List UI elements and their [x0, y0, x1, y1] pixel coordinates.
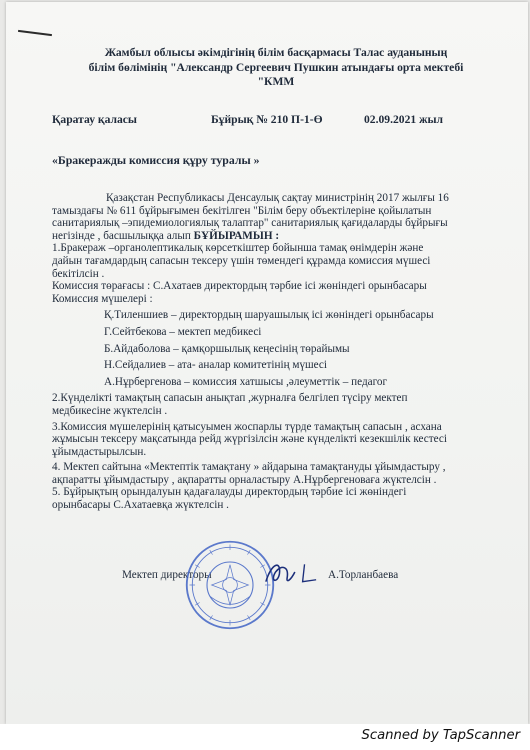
document-page	[6, 2, 528, 724]
intro-text: негізінде , басшылыққа алып	[52, 229, 194, 242]
scanner-credit: Scanned by TapScanner	[361, 728, 520, 743]
item-4-line-2: ақпаратты ұйымдастыру , ақпаратты орналастыру А.Нұрбергеноваға жүктелсін .	[52, 473, 437, 486]
signature-role: Мектеп директоры	[122, 569, 212, 581]
city-label: Қаратау қаласы	[52, 113, 137, 126]
member-item: Б.Айдаболова – қамқоршылық кеңесінің төрайымы	[104, 342, 350, 355]
header-line-2: білім бөлімінің "Александр Сергеевич Пушкин атындағы орта мектебі	[88, 60, 464, 74]
item-5-line-2: орынбасары С.Ахатаевқа жүктелсін .	[52, 499, 229, 512]
header-line-1: Жамбыл облысы әкімдігінің білім басқармасы Талас ауданының	[104, 46, 448, 59]
item-3-line-3: ұйымдастырылсын.	[52, 445, 147, 458]
intro-line-1: Қазақстан Республикасы Денсаулық сақтау министрінің 2017 жылғы 16	[106, 192, 449, 204]
member-item: Г.Сейтбекова – мектеп медбикесі	[104, 325, 262, 338]
intro-line-4	[52, 230, 496, 243]
order-keyword: БҰЙЫРАМЫН :	[193, 229, 280, 242]
member-item: Н.Сейдалиев – ата- аналар комитетінің мүшесі	[104, 359, 327, 372]
item-3-line-1: 3.Комиссия мүшелерінің қатысуымен жоспарлы түрде тамақтың сапасын , асхана	[52, 420, 442, 433]
signature-icon	[262, 558, 320, 588]
member-item: А.Нұрбергенова – комиссия хатшысы ,әлеуметтік – педагог	[104, 375, 388, 388]
director-name: А.Торланбаева	[328, 569, 399, 581]
members-list	[104, 309, 496, 388]
item-2-line-2: медбикесіне жүктелсін .	[52, 404, 168, 417]
order-number: Бұйрық № 210 П-1-Ө	[211, 113, 323, 126]
document-body	[52, 192, 496, 512]
order-subject: «Бракеражды комиссия құру туралы »	[52, 153, 260, 167]
item-1-line-2: дайын тағамдардың сапасын тексеру үшін төмендегі құрамда комиссия мүшесі	[52, 254, 431, 267]
item-5-line-1: 5. Бұйрықтың орындалуын қадағалауды директордың тәрбие ісі жөніндегі	[52, 486, 407, 499]
member-item: Қ.Тиленшиев – директордың шаруашылық ісі жөніндегі орынбасары	[104, 309, 434, 322]
intro-line-3: санитариялық –эпидемиологиялық талаптар" санитариялық қағидаларды бұйрығы	[52, 217, 448, 230]
item-4-line-1: 4. Мектеп сайтына «Мектептік тамақтану » айдарына тамақтануды ұйымдастыру ,	[52, 461, 446, 474]
scanner-footer	[0, 724, 530, 750]
members-title: Комиссия мүшелері :	[52, 292, 153, 305]
pen-mark	[18, 30, 52, 36]
order-date: 02.09.2021 жыл	[364, 113, 444, 126]
commission-chair: Комиссия төрағасы : С.Ахатаев директордың тәрбие ісі жөніндегі орынбасары	[52, 280, 427, 293]
header-line-3: "КММ	[257, 75, 295, 88]
intro-line-2: тамыздағы № 611 бұйрығымен бекітілген "Білім беру объектілеріне қойылатын	[52, 204, 432, 217]
document-header	[66, 46, 486, 90]
item-1-line-1: 1.Бракераж –органолептикалық көрсеткіштер бойынша тамақ өнімдерін және	[52, 242, 424, 255]
item-3-line-2: жұмысын тексеру мақсатында рейд жүргізілсін және күнделікті кезекшілік кестесі	[52, 433, 447, 446]
item-2-line-1: 2.Күнделікті тамақтың сапасын анықтап ,журналға белгілеп түсіру мектеп	[52, 392, 408, 405]
item-1-line-3: бекітілсін .	[52, 267, 105, 280]
